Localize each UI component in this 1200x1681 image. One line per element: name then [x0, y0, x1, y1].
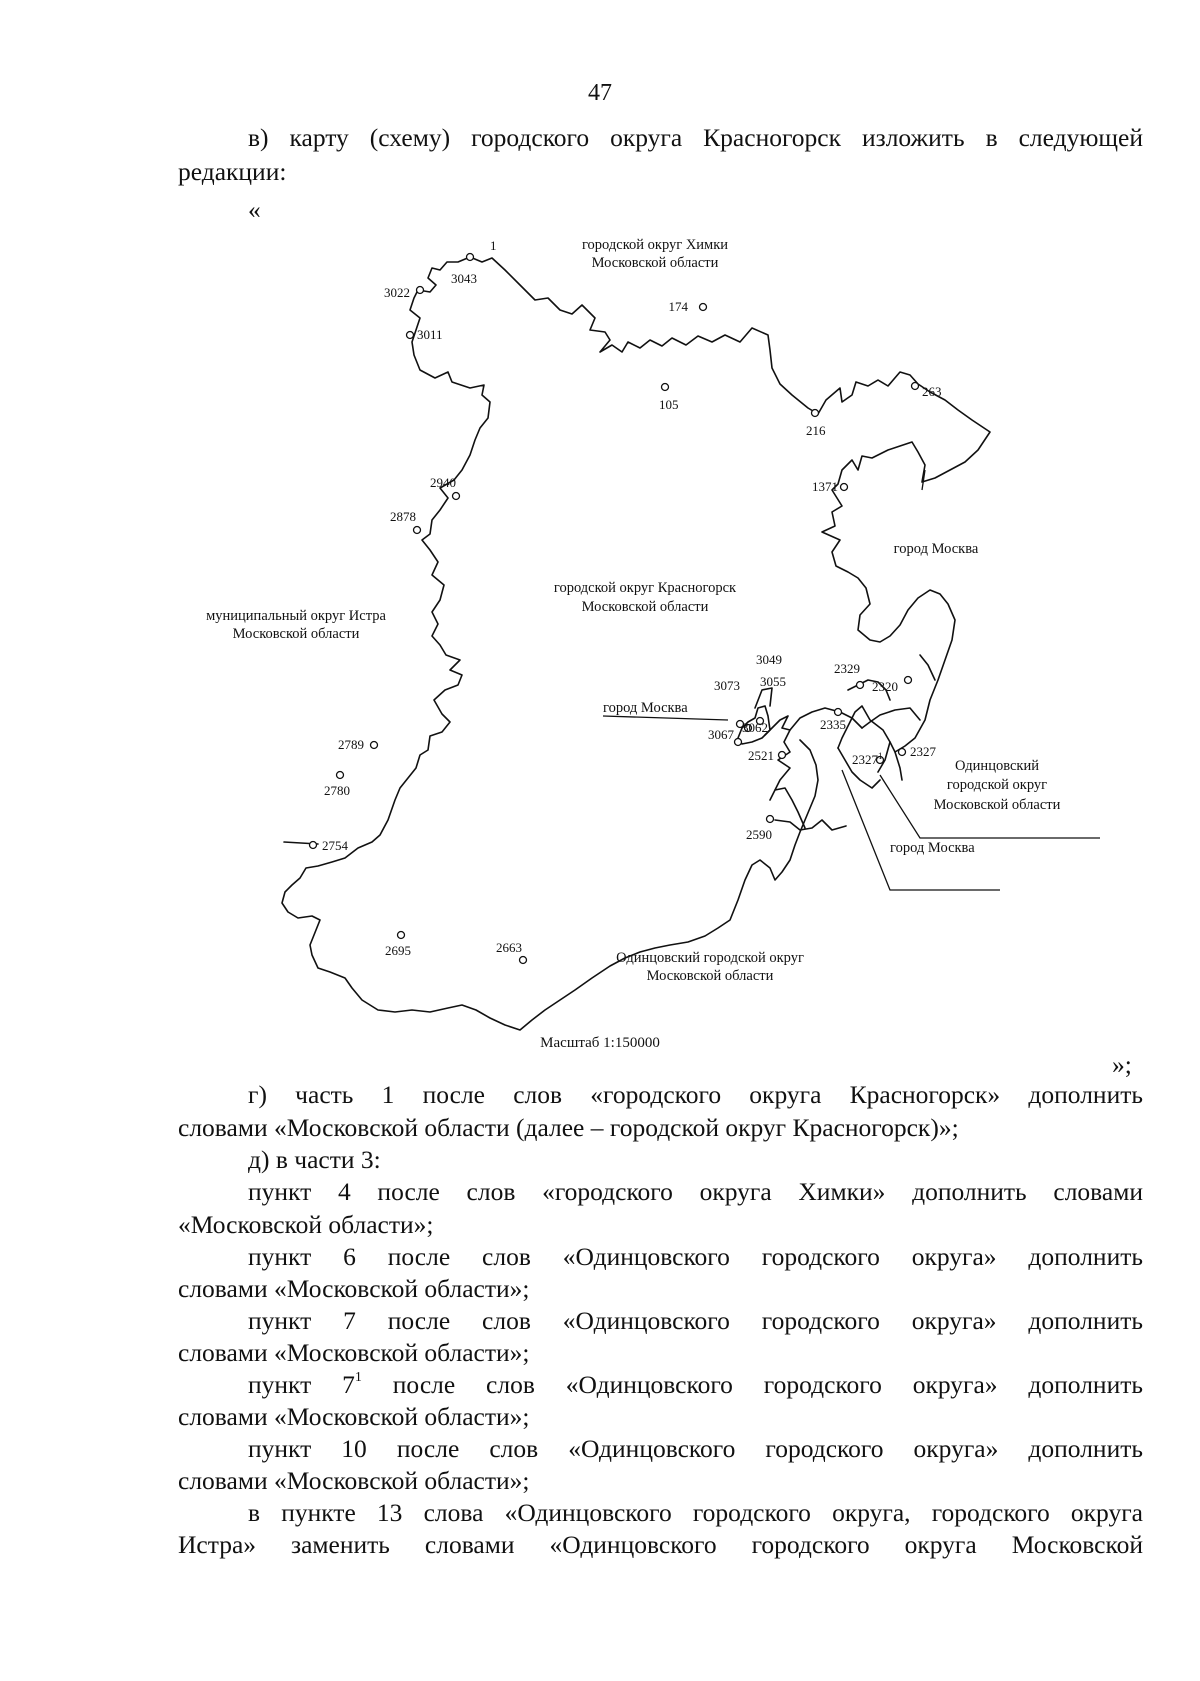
label-odintsovo-bottom-2: Московской области	[646, 968, 774, 984]
paragraph-g-line-1: г) часть 1 после слов «городского округа Красногорск» дополнить	[248, 1080, 1143, 1109]
label-moscow-east: город Москва	[893, 541, 979, 557]
item-7-line-2: словами «Московской области»;	[178, 1338, 530, 1367]
point-label: 3011	[417, 327, 443, 342]
item-13-line-2: Истра» заменить словами «Одинцовского городского округа Московской	[178, 1530, 1143, 1559]
point-label: 3049	[756, 652, 782, 667]
closing-quote: »;	[1112, 1050, 1132, 1079]
point-label: 3055	[760, 674, 786, 689]
item-10-line-2: словами «Московской области»;	[178, 1466, 530, 1495]
point-label: 3022	[384, 285, 410, 300]
point-label: 2878	[390, 509, 416, 524]
label-istra-2: Московской области	[232, 626, 360, 642]
item-6-line-1: пункт 6 после слов «Одинцовского городского округа» дополнить	[248, 1242, 1143, 1271]
point-label: 2780	[324, 783, 350, 798]
point-label: 216	[806, 423, 826, 438]
point-label: 263	[922, 384, 942, 399]
label-odintsovo-right-2: городской округ	[946, 777, 1048, 793]
paragraph-d: д) в части 3:	[248, 1145, 381, 1174]
label-moscow-inner: город Москва	[603, 700, 688, 716]
intro-line-2: редакции:	[178, 157, 287, 186]
item-7-1-line-2: словами «Московской области»;	[178, 1402, 530, 1431]
point-label: 2320	[872, 679, 898, 694]
point-label: 1371	[812, 479, 838, 494]
label-odintsovo-right-3: Московской области	[933, 797, 1061, 813]
label-odintsovo-right-1: Одинцовский	[955, 758, 1039, 774]
point-label: 2663	[496, 940, 522, 955]
point-label: 2754	[322, 838, 348, 853]
point-label: 2940	[430, 475, 456, 490]
item-4-line-2: «Московской области»;	[178, 1210, 434, 1239]
item-6-line-2: словами «Московской области»;	[178, 1274, 530, 1303]
point-label: 2590	[746, 827, 772, 842]
label-odintsovo-bottom-1: Одинцовский городской округ	[616, 950, 804, 966]
point-label: 2327	[910, 744, 936, 759]
item-10-line-1: пункт 10 после слов «Одинцовского городского округа» дополнить	[248, 1434, 1143, 1463]
opening-quote: «	[248, 195, 261, 224]
point-label: 2327$^1$	[852, 751, 883, 767]
map-scale: Масштаб 1:150000	[540, 1035, 660, 1051]
label-krasnogorsk-2: Московской области	[581, 599, 709, 615]
label-khimki-2: Московской области	[591, 255, 719, 271]
point-label: 2329	[834, 661, 860, 676]
point-label: 105	[659, 397, 679, 412]
point-label: 2789	[338, 737, 364, 752]
item-7-1-line-1: пункт $7^1$ после слов «Одинцовского городского округа» дополнить	[248, 1370, 1144, 1399]
item-4-line-1: пункт 4 после слов «городского округа Химки» дополнить словами	[248, 1177, 1143, 1206]
district-boundary-west	[282, 257, 818, 1030]
intro-line-1: в) карту (схему) городского округа Красногорск изложить в следующей	[248, 123, 1143, 152]
point-label: 2695	[385, 943, 411, 958]
label-khimki-1: городской округ Химки	[581, 237, 729, 253]
point-label: 2335	[820, 717, 846, 732]
point-label: 1	[490, 238, 497, 253]
item-13-line-1: в пункте 13 слова «Одинцовского городского округа, городского округа	[248, 1498, 1143, 1527]
point-label: 3073	[714, 678, 740, 693]
label-krasnogorsk-1: городской округ Красногорск	[553, 580, 737, 596]
point-label: 2521	[748, 748, 774, 763]
point-label: 174	[668, 299, 688, 314]
item-7-line-1: пункт 7 после слов «Одинцовского городского округа» дополнить	[248, 1306, 1143, 1335]
label-moscow-bottom: город Москва	[890, 840, 975, 856]
label-istra-1: муниципальный округ Истра	[206, 608, 386, 624]
point-label: 3067	[708, 727, 734, 742]
point-label: 3062	[742, 720, 768, 735]
point-label: 3043	[451, 271, 477, 286]
paragraph-g-line-2: словами «Московской области (далее – городской округ Красногорск)»;	[178, 1113, 959, 1142]
page-number: 47	[588, 80, 612, 106]
